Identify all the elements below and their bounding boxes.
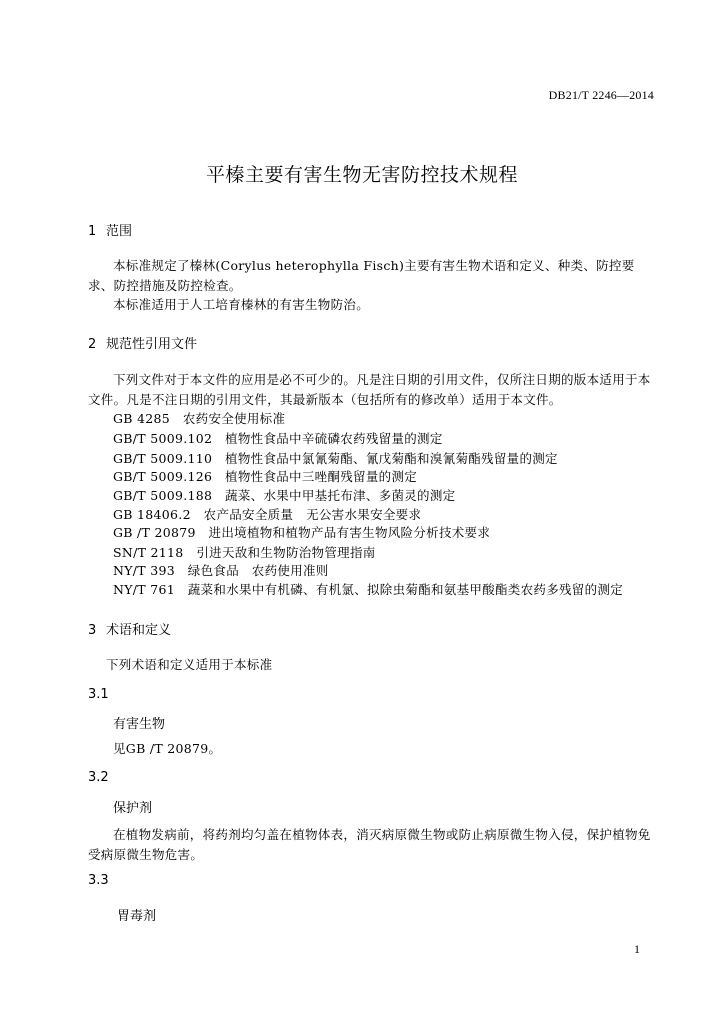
section-2-heading	[88, 333, 197, 352]
reference-item: NY/T 761 蔬菜和水果中有机磷、有机氯、拟除虫菊酯和氨基甲酸酯类农药多残留的测定	[113, 582, 623, 597]
term-name: 有害生物	[113, 717, 166, 732]
document-title: 平榛主要有害生物无害防控技术规程	[205, 164, 518, 186]
term-definition: 在植物发病前，将药剂均匀盖在植物体表，消灭病原微生物或防止病原微生物入侵，保护植物免受病原微生物危害。	[88, 827, 651, 862]
reference-item: GB/T 5009.102 植物性食品中辛硫磷农药残留量的测定	[113, 431, 443, 446]
section-title: 范围	[106, 224, 133, 239]
section-3-heading	[88, 619, 171, 638]
section-number: 3	[88, 623, 97, 638]
section-title: 术语和定义	[106, 623, 172, 638]
scope-applicability: 本标准适用于人工培育榛林的有害生物防治。	[113, 297, 370, 312]
term-number: 3.1	[88, 687, 109, 702]
term-name: 保护剂	[113, 801, 153, 816]
reference-item: NY/T 393 绿色食品 农药使用准则	[113, 563, 329, 578]
reference-item: GB 18406.2 农产品安全质量 无公害水果安全要求	[113, 507, 422, 522]
term-number: 3.3	[88, 873, 109, 888]
term-name: 胃毒剂	[117, 909, 157, 924]
section-1-heading	[88, 220, 132, 239]
scope-paragraph: 本标准规定了榛林(Corylus heterophylla Fisch)主要有害生物术语和定义、种类、防控要求、防控措施及防控检查。	[88, 258, 635, 293]
reference-item: GB/T 5009.110 植物性食品中氯氰菊酯、氰戊菊酯和溴氰菊酯残留量的测定	[113, 451, 558, 466]
term-definition: 见GB /T 20879。	[113, 741, 222, 756]
normative-intro: 下列文件对于本文件的应用是必不可少的。凡是注日期的引用文件，仅所注日期的版本适用于本文件。凡是不注日期的引用文件，其最新版本（包括所有的修改单）适用于本文件。	[88, 372, 651, 407]
reference-item: GB 4285 农药安全使用标准	[113, 411, 286, 426]
page-number: 1	[634, 942, 640, 956]
reference-item: GB /T 20879 进出境植物和植物产品有害生物风险分析技术要求	[113, 525, 491, 540]
terms-intro: 下列术语和定义适用于本标准	[106, 657, 273, 672]
standard-code: DB21/T 2246—2014	[548, 88, 654, 102]
section-number: 2	[88, 337, 97, 352]
section-title: 规范性引用文件	[106, 337, 198, 352]
section-number: 1	[88, 224, 97, 239]
reference-item: GB/T 5009.126 植物性食品中三唑酮残留量的测定	[113, 469, 418, 484]
term-number: 3.2	[88, 770, 109, 785]
reference-item: SN/T 2118 引进天敌和生物防治物管理指南	[113, 545, 376, 560]
reference-item: GB/T 5009.188 蔬菜、水果中甲基托布津、多菌灵的测定	[113, 488, 456, 503]
